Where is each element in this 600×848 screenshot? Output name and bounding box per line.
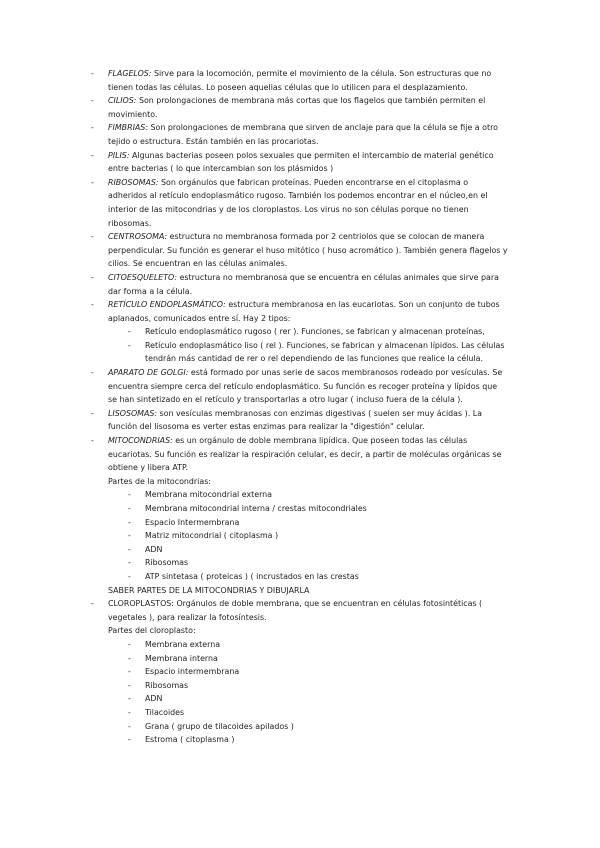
term: RIBOSOMAS: — [108, 177, 159, 187]
mito-part — [0, 516, 600, 530]
bullet-dash: - — [91, 232, 94, 242]
definition: estructura no membranosa que se encuentra en células animales que sirve para dar forma a la célula. — [108, 272, 499, 296]
mito-parts-title: Partes de la mitocondrias: — [108, 476, 211, 486]
mito-part-text: ADN — [145, 544, 163, 554]
sub-item-text: Retículo endoplasmático liso ( rel ). Funciones, se fabrican y almacenan lípidos. Las células tendrán más cantidad de rer o rel dependiendo de las funciones que realice la célula. — [145, 340, 505, 364]
bullet-dash: - — [128, 490, 131, 500]
list-item-mitocondrias — [0, 434, 600, 475]
bullet-dash: - — [91, 599, 94, 609]
bullet-dash: - — [128, 558, 131, 568]
cloro-part-text: Membrana externa — [145, 639, 221, 649]
mito-part — [0, 570, 600, 584]
list-item-ribosomas — [0, 176, 600, 230]
term: LISOSOMAS: — [108, 408, 158, 418]
definition: Son prolongaciones de membrana más cortas que los flagelos que también permiten el movimiento. — [108, 96, 486, 119]
list-item-centrosoma — [0, 230, 600, 271]
mito-part — [0, 529, 600, 543]
cloro-part — [0, 692, 600, 706]
list-item-pilis — [0, 149, 600, 176]
term: RETÍCULO ENDOPLASMÁTICO: — [108, 300, 226, 310]
cloro-part — [0, 733, 600, 747]
cloro-part-text: Grana ( grupo de tilacoides apilados ) — [145, 721, 294, 731]
term: MITOCONDRIAS: — [108, 436, 173, 446]
cloro-part — [0, 652, 600, 666]
bullet-dash: - — [128, 694, 131, 704]
term: FIMBRIAS: — [108, 123, 148, 133]
mito-part-text: Membrana mitocondrial interna / crestas mitocondriales — [145, 504, 367, 513]
bullet-dash: - — [128, 340, 131, 350]
cloro-part-text: Tilacoides — [145, 707, 185, 717]
bullet-dash: - — [128, 680, 131, 690]
sub-item-text: Retículo endoplasmático rugoso ( rer ). Funciones, se fabrican y almacenan proteínas, — [145, 327, 485, 337]
list-item-lisosomas — [0, 407, 600, 434]
bullet-dash: - — [128, 517, 131, 527]
bullet-dash: - — [128, 571, 131, 581]
term: CENTROSOMA: — [108, 232, 168, 242]
bullet-dash: - — [128, 531, 131, 541]
cloro-parts-title: Partes del cloroplasto: — [108, 626, 196, 636]
definition: CLOROPLASTOS: Orgánulos de doble membrana, que se encuentran en células fotosintéticas ( vegetales ), para realizar la fotosíntesis. — [108, 599, 483, 622]
cloro-part — [0, 638, 600, 652]
cloro-part-text: Ribosomas — [145, 680, 189, 690]
cloro-part — [0, 720, 600, 734]
definition: Son prolongaciones de membrana que sirven de anclaje para que la célula se fije a otro tejido o estructura. Están también en las procariotas. — [108, 123, 498, 146]
bullet-dash: - — [128, 544, 131, 554]
mito-part — [0, 502, 600, 516]
mito-part-text: Matriz mitocondrial ( citoplasma ) — [145, 531, 279, 541]
list-item-citoesqueleto — [0, 271, 600, 298]
list-item-cilios — [0, 94, 600, 121]
bullet-dash: - — [128, 653, 131, 663]
mito-part-text: ATP sintetasa ( proteicas ) ( incrustados en las crestas — [145, 571, 359, 581]
term: CILIOS: — [108, 96, 137, 106]
term: PILIS: — [108, 150, 130, 160]
bullet-dash: - — [91, 436, 94, 446]
bullet-dash: - — [128, 504, 131, 513]
bullet-dash: - — [91, 69, 94, 78]
definition: Son orgánulos que fabrican proteínas. Pueden encontrarse en el citoplasma o adheridos al retículo endoplasmático rugoso. También los podemos encontrar en el núcleo,en el interior de las mitocondrias y de los cloroplastos. Los virus no son células porque no tienen ribosomas. — [108, 177, 488, 228]
cloro-part-text: Estroma ( citoplasma ) — [145, 735, 235, 745]
term: CITOESQUELETO: — [108, 272, 178, 282]
definition: son vesículas membranosas con enzimas digestivas ( suelen ser muy ácidas ). La función del lisosoma es verter estas enzimas para realizar la "digestión" celular. — [108, 408, 482, 432]
cloro-part-text: Espacio intermembrana — [145, 667, 240, 677]
sub-item-rer — [0, 325, 600, 339]
bullet-dash: - — [128, 327, 131, 337]
definition: es un orgánulo de doble membrana lipídica. Que poseen todas las células eucariotas. Su función es realizar la respiración celular, es decir, a partir de moléculas orgánicas se obtiene y libera ATP. — [108, 436, 502, 473]
cloro-part — [0, 679, 600, 693]
definition: estructura membranosa en las eucariotas. Son un conjunto de tubos aplanados, comunicados entre sí. Hay 2 tipos: — [108, 300, 500, 323]
bullet-dash: - — [91, 96, 94, 106]
definition: está formado por unas serie de sacos membranosos rodeado por vesículas. Se encuentra siempre cerca del retículo endoplasmático. Su función es recoger proteína y lípidos que se han sintetizado en el retículo y transportarlas a otro lugar ( incluso fuera de la célula ). — [108, 368, 503, 405]
mito-part-text: Espacio Intermembrana — [145, 517, 240, 527]
definition: estructura no membranosa formada por 2 centriolos que se colocan de manera perpendicular. Su función es generar el huso mitótico ( huso acromático ). También genera flagelos y cilios. Se encuentran en las células animales. — [108, 232, 508, 269]
bullet-dash: - — [128, 721, 131, 731]
cloro-part-text: Membrana interna — [145, 653, 218, 663]
sub-item-rel — [0, 339, 600, 366]
mito-part-text: Membrana mitocondrial externa — [145, 490, 273, 500]
bullet-dash: - — [128, 667, 131, 677]
term: FLAGELOS: — [108, 69, 152, 78]
mito-part — [0, 556, 600, 570]
term: APARATO DE GOLGI: — [108, 368, 189, 378]
document-content — [0, 67, 600, 747]
mito-part — [0, 488, 600, 502]
definition: Sirve para la locomoción, permite el movimiento de la célula. Son estructuras que no tienen todas las células. Lo poseen aquellas células que lo utilicen para el desplazamiento. — [108, 69, 492, 92]
bullet-dash: - — [91, 368, 94, 378]
bullet-dash: - — [128, 735, 131, 745]
cloro-part — [0, 665, 600, 679]
list-item-cloroplastos — [0, 597, 600, 624]
bullet-dash: - — [91, 123, 94, 133]
list-item-flagelos — [0, 67, 600, 94]
mito-note: SABER PARTES DE LA MITOCONDRIAS Y DIBUJARLA — [108, 585, 310, 595]
bullet-dash: - — [91, 408, 94, 418]
bullet-dash: - — [91, 150, 94, 160]
list-item-reticulo — [0, 298, 600, 325]
bullet-dash: - — [91, 177, 94, 187]
bullet-dash: - — [128, 639, 131, 649]
list-item-golgi — [0, 366, 600, 407]
definition: Algunas bacterias poseen polos sexuales que permiten el intercambio de material genético entre bacterias ( lo que intercambian son los plásmidos ) — [108, 150, 494, 174]
cloro-part — [0, 706, 600, 720]
bullet-dash: - — [91, 300, 94, 310]
bullet-dash: - — [91, 272, 94, 282]
mito-part — [0, 543, 600, 557]
bullet-dash: - — [128, 707, 131, 717]
cloro-part-text: ADN — [145, 694, 163, 704]
list-item-fimbrias — [0, 121, 600, 148]
mito-part-text: Ribosomas — [145, 558, 189, 568]
